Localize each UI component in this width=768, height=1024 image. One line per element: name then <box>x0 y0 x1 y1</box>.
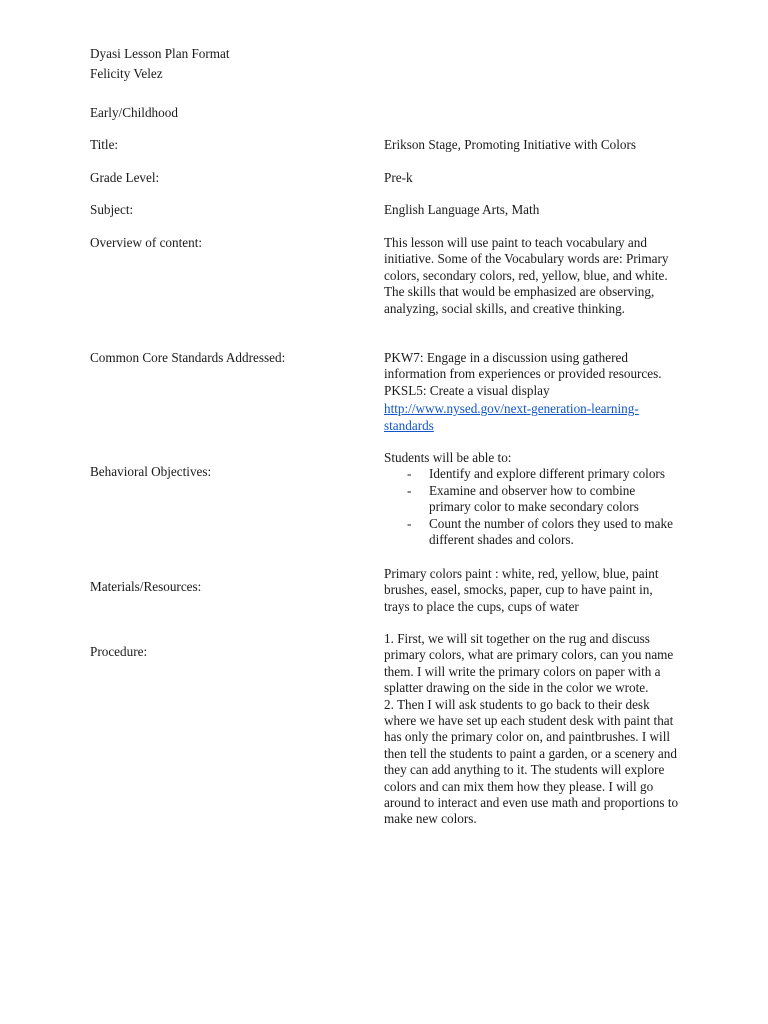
overview-value: This lesson will use paint to teach vocabulary and initiative. Some of the Vocabulary words are: Primary colors, secondary colors, red, yellow, blue, and white. The skills that would be emphasized are observing, analyzing, social skills, and creative thinking. <box>384 235 669 316</box>
standards-label: Common Core Standards Addressed: <box>90 350 286 365</box>
subject-label: Subject: <box>90 202 134 217</box>
objectives-label: Behavioral Objectives: <box>90 464 212 479</box>
procedure-step-2: 2. Then I will ask students to go back to their desk where we have set up each student desk with paint that has only the primary color on, and paintbrushes. I will then tell the students to paint a garden, or a scenery and they can add anything to it. The students will explore colors and can mix them how they please. I will go around to interact and even use math and proportions to make new colors. <box>384 696 679 827</box>
procedure-label: Procedure: <box>90 644 148 659</box>
materials-label: Materials/Resources: <box>90 579 202 594</box>
list-item: - Identify and explore different primary colors <box>407 466 665 482</box>
author-name: Felicity Velez <box>90 66 163 81</box>
objectives-intro: Students will be able to: <box>384 450 512 465</box>
standards-value <box>384 350 680 434</box>
grade-level-value: Pre-k <box>384 170 413 185</box>
materials-value: Primary colors paint : white, red, yellow, blue, paint brushes, easel, smocks, paper, cup to have paint in, trays to place the cups, cups of water <box>384 566 659 614</box>
document-title: Dyasi Lesson Plan Format <box>90 46 230 61</box>
standards-link[interactable]: http://www.nysed.gov/next-generation-learning-standards <box>384 401 639 433</box>
objectives-value <box>384 450 680 548</box>
program-name: Early/Childhood <box>90 105 178 120</box>
standard-pksl5: PKSL5: Create a visual display <box>384 382 550 398</box>
list-item: - Count the number of colors they used to make different shades and colors. <box>407 515 673 548</box>
objectives-list <box>384 466 680 548</box>
grade-level-label: Grade Level: <box>90 170 160 185</box>
procedure-value <box>384 631 680 828</box>
title-label: Title: <box>90 137 119 152</box>
standard-pkw7: PKW7: Engage in a discussion using gathered information from experiences or provided resources. <box>384 350 662 382</box>
title-value: Erikson Stage, Promoting Initiative with Colors <box>384 137 637 152</box>
subject-value: English Language Arts, Math <box>384 202 540 217</box>
overview-label: Overview of content: <box>90 235 203 250</box>
procedure-step-1: 1. First, we will sit together on the rug and discuss primary colors, what are primary colors, can you name them. I will write the primary colors on paper with a splatter drawing on the side in the color we wrote. <box>384 631 674 696</box>
list-item: - Examine and observer how to combine primary color to make secondary colors <box>407 482 639 515</box>
